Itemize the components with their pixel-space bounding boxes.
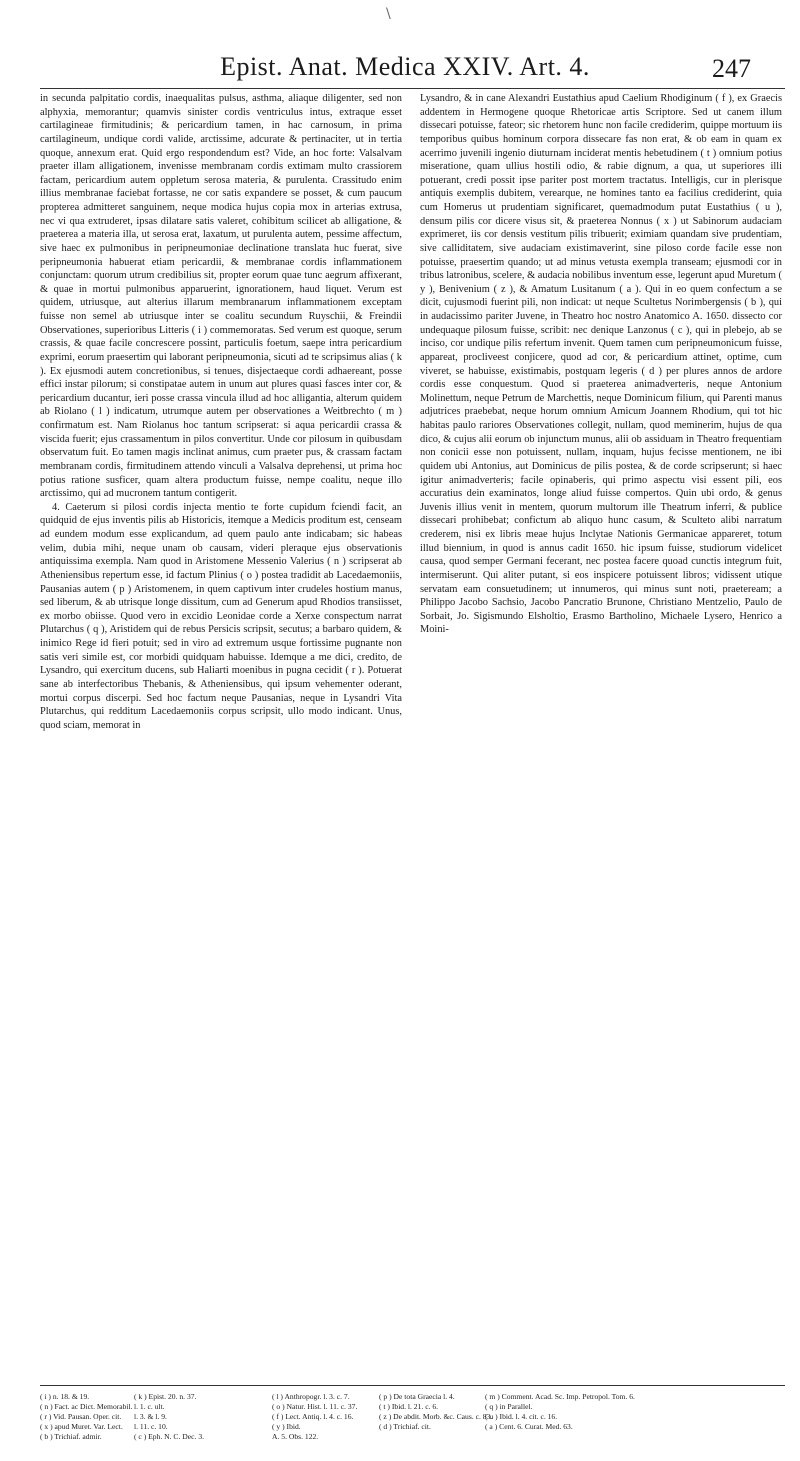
- footnote-line: ( z ) De abdit. Morb. &c. Caus. c. 83.: [379, 1411, 493, 1421]
- footnote-line: ( m ) Comment. Acad. Sc. Imp. Petropol. Tom. 6.: [485, 1392, 635, 1401]
- footnote-line: ( d ) Trichiaf. cit.: [379, 1421, 431, 1431]
- footnote-line: l. 11. c. 10.: [134, 1421, 168, 1431]
- footnote-line: ( l ) Anthropogr. l. 3. c. 7.: [272, 1392, 350, 1401]
- footnote-line: ( r ) Vid. Pausan. Oper. cit.: [40, 1411, 122, 1421]
- footnote-line: ( k ) Epist. 20. n. 37.: [134, 1392, 197, 1401]
- footnote-line: ( a ) Cent. 6. Curat. Med. 63.: [485, 1421, 573, 1431]
- left-paragraph-2: 4. Caeterum si pilosi cordis injecta mentio te forte cupidum fciendi facit, an quidquid de ejus inventis pilis ab Historicis, itemque a Medicis proditum est, censeam ad eundem modum esse explicandum, ad quem paulo ante indicabam; sic habeas velim, dubia mihi, neque unam ob causam, videri pleraque ejus observationis antiquissima exempla. Nam quod in Aristomene Messenio Valerius ( n ) scripserat ab Atheniensibus repertum esse, id factum Plinius ( o ) postea tradidit ab Lacedaemoniis, Pausanias autem ( p ) Aristomenem, in quem captivum inter crudeles hostium manus, sed liberum, & ab utrisque longe dissitum, cum ad Generum apud Rhodios transiisset, ex morbo obiisse. Quod vero in excidio Leonidae corde a Xerxe conspectum narrat Plutarchus ( q ), Aristidem qui de rebus Persicis scripsit, secutus; a barbaro quidem, & inimico Rege id fieri potuit; sed in viro ad extremum usque fortissime pugnante non satis veri simile est, cor morbidi quidquam habuisse. Idemque a me dici, credito, de Lysandro, qui exercitum ducens, sub Haliarti moenibus in pugna cecidit ( r ). Potuerat sane ab interfectoribus Thebanis, & Atheniensibus, qui ipsum vehementer oderant, mortui corpus discerpi. Sed hoc factum neque Pausanias, neque in Lysandri Vita Plutarchus, qui redditum Lacedaemoniis corpus scripsit, ullo modo indicant. Unus, quod sciam, memorat in: [40, 501, 402, 731]
- page-number: 247: [712, 54, 751, 83]
- footnote-column: [134, 1392, 272, 1442]
- footnote-line: ( y ) Ibid.: [272, 1421, 301, 1431]
- footnote-column: [485, 1392, 635, 1442]
- left-column: [40, 92, 402, 732]
- footnote-line: ( o ) Natur. Hist. l. 11. c. 37.: [272, 1401, 358, 1411]
- footnote-line: ( x ) apud Muret. Var. Lect.: [40, 1421, 123, 1431]
- footnote-line: ( c ) Eph. N. C. Dec. 3.: [134, 1431, 205, 1441]
- footnote-line: ( u ) Ibid. l. 4. cit. c. 16.: [485, 1411, 558, 1421]
- footnote-line: ( b ) Trichiaf. admir.: [40, 1431, 102, 1441]
- running-head: [0, 52, 800, 88]
- corner-mark: \: [386, 6, 391, 22]
- footnote-line: ( t ) Ibid. l. 21. c. 6.: [379, 1401, 439, 1411]
- footnote-line: ( f ) Lect. Antiq. l. 4. c. 16.: [272, 1411, 354, 1421]
- footnote-line: ( q ) in Parallel.: [485, 1401, 533, 1411]
- footnote-rule: [40, 1385, 785, 1386]
- right-paragraph-1: Lysandro, & in cane Alexandri Eustathius apud Caelium Rhodiginum ( f ), ex Graecis addentem in Hermogene quoque Rhetoricae artis Scriptore. Sed ut canem illum dissecari potuisse, fateor; sic rhetorem hunc non facile crediderim, quippe mortuum iis temporibus quibus hominum corpora dissecare fas non erat, & ob eam in quam ex acerrimo juvenili ingenio diuturnam inciderat mentis hebetudinem ( t ) omnium potius miseratione, quam ullius hostili odio, & rabie dignum, a qua, ut superiores illi potuerant, credi possit ipse pariter post mortem tractatus. Intelligis, cur in plerisque antiquis exemplis dubitem, verearque, ne homines tanto ea facilius crediderint, quia cum Homerus ut prudentiam significaret, quemadmodum putat Eustathius ( u ), densum pilis cor dicere visus sit, & praeterea Nonnus ( x ) ut Sabinorum audaciam exprimeret, iis cor densis vestitum pilis tribuerit; eximiam quandam sive prudentiam, sive calliditatem, sive audaciam existimaverint, sine piloso corde facile esse non potuisse, praesertim quando; ut ad minus vetusta exempla transeam; ejusmodi cor in tribus latronibus, scelere, & audacia nobilibus inventum esse, legerunt apud Muretum ( y ), Benivenium ( z ), & Amatum Lusitanum ( a ). Qui in eo quem confectum a se dicit, cujusmodi fuerint pili, non indicat: ut neque Scultetus Norimbergensis ( b ), qui in audacissimo pariter Juvene, in Theatro hoc nostro Anatomico A. 1650. dissecto cor undequaque pilosum fuisse, scribit: nec denique Lanzonus ( c ), qui in plebejo, ab se inciso, cor undique pilis refertum invenit. Quem tamen cum peripneumonicum fuisse, appareat, procliveest conjicere, quod ad cor, & pericardium attinet, optime, cum viveret, se habuisse, existimabis, postquam legeris ( d ) per plures annos de ardore cordis esse conquestum. Quod si praeterea animadverteris, neque Antonium Molinettum, neque Petrum de Marchettis, neque Dominicum filium, qui Parenti manus adjutrices praebebat, neque horum omnium Amicum Joannem Rhodium, qui tot hic habitas paulo rariores Observationes collegit, nullam, quod meminerim, hujus de qua dico, & cujus alii eorum ob injunctum munus, alii ob assiduam in Theatro frequentiam non conicii esse non potuissent, nullam, inquam, hujus fecisse mentionem, ne ibi quidem ubi Antonius, aut Dominicus de pilis postea, & de corde scripserunt; si haec igitur animadverteris; facile opinaberis, qui primo aspectu visi essent pili, eos accuratius dein examinatos, longe aliud fuisse compertos. Quin ubi ordo, & genus Juvenis illius venit in mentem, quorum multorum ille Theatrum inferri, & publice dissecari prohibebat; confictum ab aliquo hunc casum, & Sculteto alibi narratum crederem, nisi ex libris meae hujus Inclytae Nationis Germanicae appareret, totum illud biennium, in quod is annus cadit 1650. hic ipsum fuisse, studiorum videlicet causa, quod semper Germani fecerant, nec postea facere quoad cunctis integrum fuit, intermiserunt. Qui aliter putant, si eos inspicere potuissent libros; vidissent utique servatam eam consuetudinem; ut innumeros, qui minus sunt noti, praeteream; a Philippo Jacobo Sachsio, Jacobo Pancratio Brunone, Christiano Mentzelio, Paulo de Sorbait, Jo. Sigismundo Elsholtio, Erasmo Bartholino, Michaele Lysero, Henrico a Moini-: [420, 93, 782, 636]
- running-title: Epist. Anat. Medica XXIV. Art. 4.: [220, 52, 590, 81]
- left-paragraph-1: in secunda palpitatio cordis, inaequalitas pulsus, asthma, aliaque diligenter, sed non alphyxia, memorantur; quamvis sinister cordis ventriculus intus, extraque esset cartilagineae firmitudinis; & pericardium tamen, in hac carnosum, in prima cartilagineum, undique cordi valide, arctissime, adcurate & pertinaciter, ut in tertia quoque, annexum erat. Quid ergo respondendum est? Vide, an hoc forte: Valsalvam praeter illam alligationem, invenisse membranam cordis extimam multo crassiorem factam, pericardium autem oppletum serosa materia, & purulenta. Crassitudo enim illius membranae faciebat fortasse, ne cor satis expandere se posset, & cum paucum propterea admitteret sanguinem, neque modica hujus copia mox in arterias extrusa, nec vi qua extruderet, ipsas dilatare satis valeret, cohibitum scilicet ab alligatione, & praeterea a materia illa, ut serosa erat, laxatum, ut purulenta autem, pessime affectum, sive haec ex pulmonibus in peripneumoniae declinatione translata huc fuerat, sive peripneumonia habuerat etiam pericardii, & membranae cordis inflammationem conjunctam: quorum utrum credibilius sit, propter eorum quae tunc aegrum affixerant, & quae in mortui pulmonibus apparuerint, ignorationem, haud liquet. Verum est quidem, utriusque, aut alterius illarum membranarum inflammationem exceptam fuisse non semel ab utriusque inter se coalitu secundum Ruyschii, & Freindii Observationes, superioribus Litteris ( i ) commemoratas. Sed verum est quoque, serum crassis, & quae facile concrescere possint, particulis foetum, saepe intra pericardium exprimi, eorum praesertim qui laborant peripneumonia, sicuti ad te scripsimus alias ( k ). Ex ejusmodi autem concretionibus, si tenues, disjectaeque cordi adhaereant, posse effici instar pilorum; si constipatae autem in unum aut plures quasi fasces inter cor, & pericardium ducantur, ieri posse crassa vincula illud ad hoc alligantia, alterum quidem ab Riolano ( l ) indicatum, utrumque autem per observationes a Weitbrechto ( m ) confirmatum est. Nam Riolanus hoc tantum scripserat: si aqua pericardii crassa & viscida fuerit; ejus crassamentum in pilos convertitur. Unde cor pilosum in quibusdam observatum fuit. Eo tamen magis inclinat animus, cum praeter pus, & crassam factam membranam cordis, firmitudinem attendo vinculi a Valsalva deprehensi, ut prima hoc potius ratione susficer, quam altera productum fuisse, nempe coalitu, neque illo arctissimo, qui ad mucronem tantum contigerit.: [40, 93, 402, 500]
- footnotes: [40, 1392, 785, 1442]
- footnote-line: ( p ) De tota Graecia l. 4.: [379, 1392, 455, 1401]
- footnote-column: [379, 1392, 493, 1442]
- footnote-line: ( n ) Fact. ac Dict. Memorabil.: [40, 1401, 133, 1411]
- footnote-line: ( i ) n. 18. & 19.: [40, 1392, 90, 1401]
- footnote-column: [40, 1392, 134, 1442]
- right-column: [420, 92, 782, 637]
- header-rule: [40, 88, 785, 89]
- footnote-line: l. 3. & l. 9.: [134, 1411, 167, 1421]
- footnote-line: l. 1. c. ult.: [134, 1401, 165, 1411]
- footnote-line: A. 5. Obs. 122.: [272, 1431, 319, 1441]
- footnote-column: [272, 1392, 379, 1442]
